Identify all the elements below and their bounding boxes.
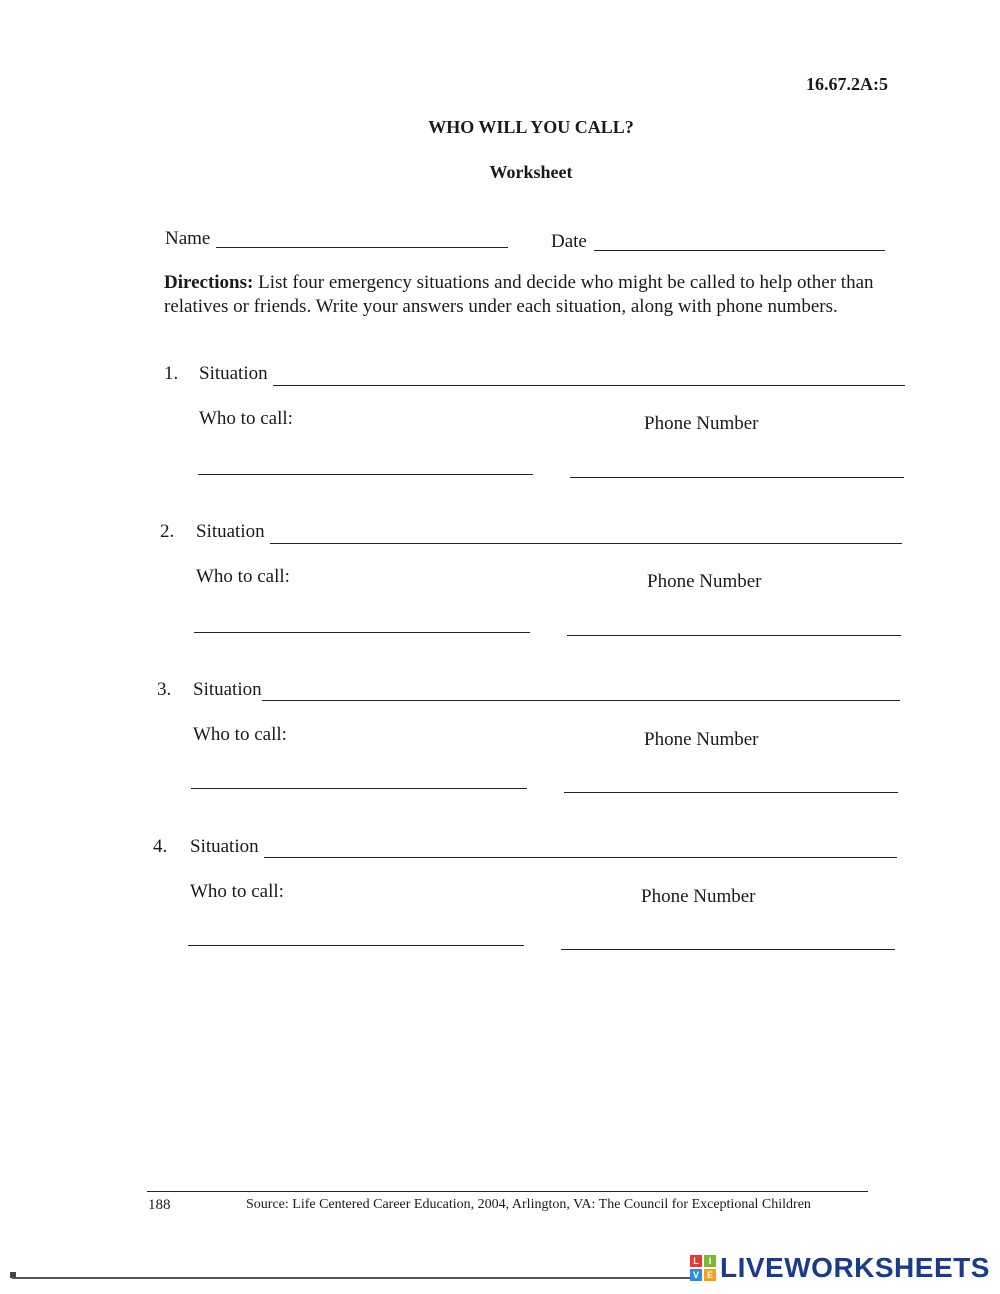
- date-input-line[interactable]: [594, 250, 885, 251]
- worksheet-code: 16.67.2A:5: [806, 74, 888, 94]
- who-to-call-label: Who to call:: [199, 408, 293, 429]
- page-title: WHO WILL YOU CALL?: [428, 117, 634, 137]
- phone-number-label: Phone Number: [641, 886, 756, 907]
- phone-number-label: Phone Number: [644, 413, 759, 434]
- footer-rule: [147, 1191, 868, 1192]
- name-label: Name: [165, 228, 211, 249]
- situation-label: Situation: [199, 363, 268, 384]
- directions-text: [164, 271, 904, 319]
- phone-number-label: Phone Number: [644, 729, 759, 750]
- logo-letter: I: [704, 1255, 716, 1267]
- who-to-call-input-line[interactable]: [188, 945, 524, 946]
- who-to-call-label: Who to call:: [196, 566, 290, 587]
- situation-label: Situation: [196, 521, 265, 542]
- directions-body: List four emergency situations and decide who might be called to help other than relatives or friends. Write your answers under each situation, along with phone numbers.: [164, 272, 874, 317]
- logo-grid-icon: [690, 1255, 716, 1281]
- who-to-call-label: Who to call:: [193, 724, 287, 745]
- situation-input-line[interactable]: [264, 857, 897, 858]
- name-input-line[interactable]: [216, 247, 508, 248]
- phone-number-label: Phone Number: [647, 571, 762, 592]
- situation-label: Situation: [193, 679, 262, 700]
- logo-letter: V: [690, 1269, 702, 1281]
- scan-edge-bar: [12, 1277, 692, 1279]
- item-number: 4.: [153, 836, 168, 857]
- situation-input-line[interactable]: [273, 385, 905, 386]
- situation-input-line[interactable]: [270, 543, 902, 544]
- date-label: Date: [551, 231, 587, 252]
- directions-lead: Directions:: [164, 272, 254, 293]
- page-number: 188: [148, 1197, 171, 1213]
- item-number: 2.: [160, 521, 175, 542]
- who-to-call-input-line[interactable]: [198, 474, 533, 475]
- item-number: 1.: [164, 363, 179, 384]
- source-citation: Source: Life Centered Career Education, 2004, Arlington, VA: The Council for Exceptional Children: [246, 1197, 811, 1212]
- phone-number-input-line[interactable]: [567, 635, 901, 636]
- who-to-call-input-line[interactable]: [191, 788, 527, 789]
- who-to-call-label: Who to call:: [190, 881, 284, 902]
- logo-text: LIVEWORKSHEETS: [720, 1252, 990, 1283]
- who-to-call-input-line[interactable]: [194, 632, 530, 633]
- liveworksheets-logo[interactable]: [690, 1254, 990, 1282]
- page-subtitle: Worksheet: [489, 162, 573, 182]
- phone-number-input-line[interactable]: [570, 477, 904, 478]
- logo-letter: E: [704, 1269, 716, 1281]
- item-number: 3.: [157, 679, 172, 700]
- phone-number-input-line[interactable]: [564, 792, 898, 793]
- phone-number-input-line[interactable]: [561, 949, 895, 950]
- situation-input-line[interactable]: [262, 700, 900, 701]
- logo-letter: L: [690, 1255, 702, 1267]
- situation-label: Situation: [190, 836, 259, 857]
